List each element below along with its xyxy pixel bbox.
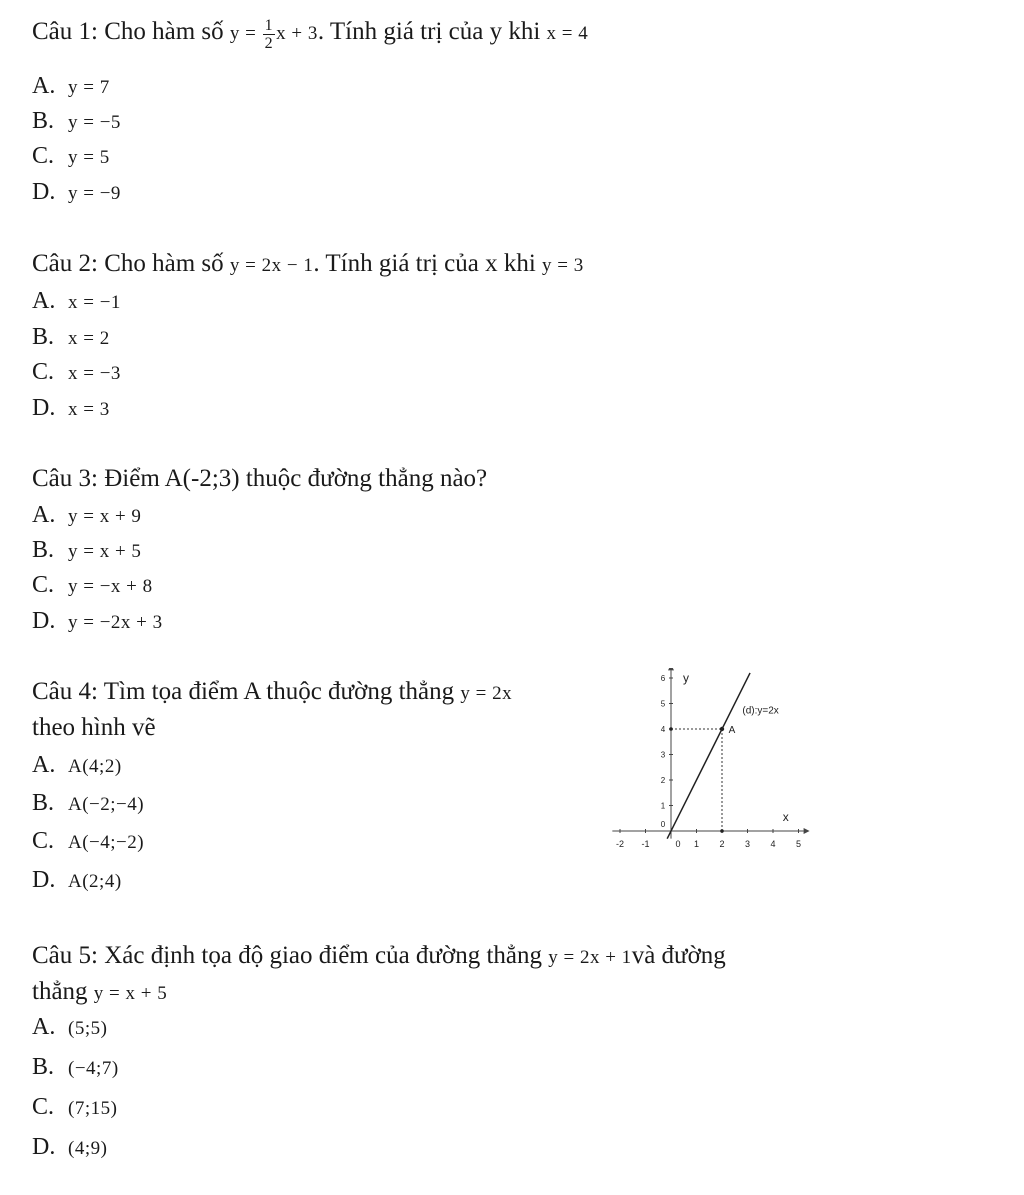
option-label: D. (32, 608, 56, 634)
option-value: (7;15) (68, 1098, 118, 1119)
option-value: y = −5 (68, 112, 121, 133)
question-2-option-b[interactable] (32, 322, 110, 354)
question-4-graph (608, 668, 813, 868)
y-tick-label: 6 (660, 674, 666, 683)
question-5-formula: y = 2x + 1 (548, 947, 632, 968)
option-value: y = x + 5 (68, 541, 142, 562)
option-label: A. (32, 1014, 56, 1040)
x-axis-arrow (804, 828, 810, 834)
question-3-option-c[interactable] (32, 570, 153, 602)
question-1-condition: x = 4 (546, 23, 589, 44)
formula-part: y = (229, 23, 262, 44)
question-5-prefix: Câu 5: Xác định tọa độ giao điểm của đường thẳng (32, 942, 549, 969)
option-label: C. (32, 1094, 55, 1120)
x-tick-label: 5 (795, 839, 802, 849)
guide-mark-y (669, 727, 673, 731)
option-value: A(−2;−4) (68, 794, 145, 815)
question-5-line-2 (32, 976, 167, 1010)
option-value: (4;9) (68, 1138, 108, 1159)
y-axis-label: y (683, 671, 689, 685)
option-label: B. (32, 1054, 55, 1080)
question-4-option-d[interactable] (32, 865, 122, 897)
question-4-line-2: theo hình vẽ (32, 714, 156, 741)
option-value: y = −x + 8 (68, 576, 153, 597)
option-label: C. (32, 359, 55, 385)
option-value: x = 3 (68, 399, 110, 420)
question-4-prefix: Câu 4: Tìm tọa điểm A thuộc đường thẳng (32, 678, 461, 705)
question-5-line-2-formula: y = x + 5 (93, 983, 168, 1004)
x-tick-label: 2 (719, 839, 725, 849)
option-value: y = x + 9 (68, 506, 142, 527)
option-value: y = −9 (68, 183, 121, 204)
question-5-option-d[interactable] (32, 1132, 107, 1164)
question-4-option-a[interactable] (32, 750, 122, 782)
question-4-formula: y = 2x (460, 683, 513, 704)
question-5-suffix: và đường (631, 942, 726, 969)
origin-label: 0 (675, 839, 681, 849)
question-4-option-b[interactable] (32, 788, 144, 820)
option-label: B. (32, 108, 55, 134)
question-1-prefix: Câu 1: Cho hàm số (32, 18, 230, 45)
option-label: C. (32, 828, 55, 854)
x-tick-label: 3 (744, 839, 751, 849)
option-label: D. (32, 867, 56, 893)
x-tick-label: -2 (615, 839, 625, 849)
question-2-suffix: . Tính giá trị của x khi (313, 250, 543, 277)
origin-label-y: 0 (660, 820, 666, 829)
x-tick-label: 1 (693, 839, 700, 849)
question-1-formula (229, 17, 318, 53)
question-2-option-a[interactable] (32, 286, 121, 318)
question-2 (32, 248, 584, 282)
fraction-numerator: 1 (264, 17, 274, 35)
x-tick-label: -1 (641, 839, 650, 849)
question-5-option-b[interactable] (32, 1052, 119, 1084)
option-label: D. (32, 179, 56, 205)
question-5-option-a[interactable] (32, 1012, 107, 1044)
question-2-formula: y = 2x − 1 (229, 255, 314, 276)
question-5-option-c[interactable] (32, 1092, 117, 1124)
option-label: A. (32, 502, 56, 528)
question-3-option-b[interactable] (32, 535, 141, 567)
question-2-condition: y = 3 (542, 255, 584, 276)
x-tick-label: 4 (770, 839, 776, 849)
option-value: A(4;2) (68, 756, 122, 777)
question-1-option-a[interactable] (32, 71, 110, 103)
point-a-label: A (728, 725, 736, 736)
y-axis-arrow (668, 668, 674, 670)
question-3-option-d[interactable] (32, 606, 163, 638)
y-tick-label: 1 (660, 801, 666, 811)
question-2-option-c[interactable] (32, 357, 121, 389)
y-tick-label: 3 (660, 750, 666, 760)
option-value: A(2;4) (68, 871, 122, 892)
question-1-option-c[interactable] (32, 141, 110, 173)
point-a (720, 727, 724, 731)
option-value: x = −1 (68, 292, 121, 313)
option-label: B. (32, 324, 55, 350)
option-label: A. (32, 752, 56, 778)
x-axis-label: x (782, 810, 789, 824)
option-label: B. (32, 790, 55, 816)
option-label: D. (32, 395, 56, 421)
option-value: x = −3 (68, 363, 121, 384)
y-tick-label: 2 (660, 776, 666, 785)
option-value: A(−4;−2) (68, 832, 145, 853)
question-1-suffix: . Tính giá trị của y khi (317, 18, 547, 45)
question-3: Câu 3: Điểm A(-2;3) thuộc đường thẳng nào? (32, 465, 488, 492)
option-label: A. (32, 288, 56, 314)
question-2-prefix: Câu 2: Cho hàm số (32, 250, 230, 277)
option-value: y = 7 (68, 77, 110, 98)
line-d-label: (d):y=2x (742, 705, 779, 717)
option-value: (5;5) (68, 1018, 108, 1039)
question-5-line-2-prefix: thẳng (32, 978, 94, 1005)
guide-mark-x (720, 829, 724, 833)
y-tick-label: 5 (660, 699, 666, 709)
question-2-option-d[interactable] (32, 393, 110, 425)
option-label: D. (32, 1134, 56, 1160)
option-label: C. (32, 572, 55, 598)
formula-part: x + 3 (276, 23, 318, 44)
fraction-denominator: 2 (264, 35, 274, 53)
question-1-option-d[interactable] (32, 177, 121, 209)
fraction (263, 17, 276, 52)
question-4 (32, 676, 512, 710)
option-value: x = 2 (68, 328, 110, 349)
option-label: A. (32, 73, 56, 99)
option-value: y = 5 (68, 147, 110, 168)
option-label: B. (32, 537, 55, 563)
question-4-option-c[interactable] (32, 826, 144, 858)
question-3-option-a[interactable] (32, 500, 141, 532)
option-label: C. (32, 143, 55, 169)
question-1-option-b[interactable] (32, 106, 121, 138)
question-1 (32, 16, 588, 52)
line-d (667, 673, 750, 839)
option-value: y = −2x + 3 (68, 612, 163, 633)
question-5 (32, 940, 726, 974)
option-value: (−4;7) (68, 1058, 119, 1079)
y-tick-label: 4 (660, 725, 666, 734)
